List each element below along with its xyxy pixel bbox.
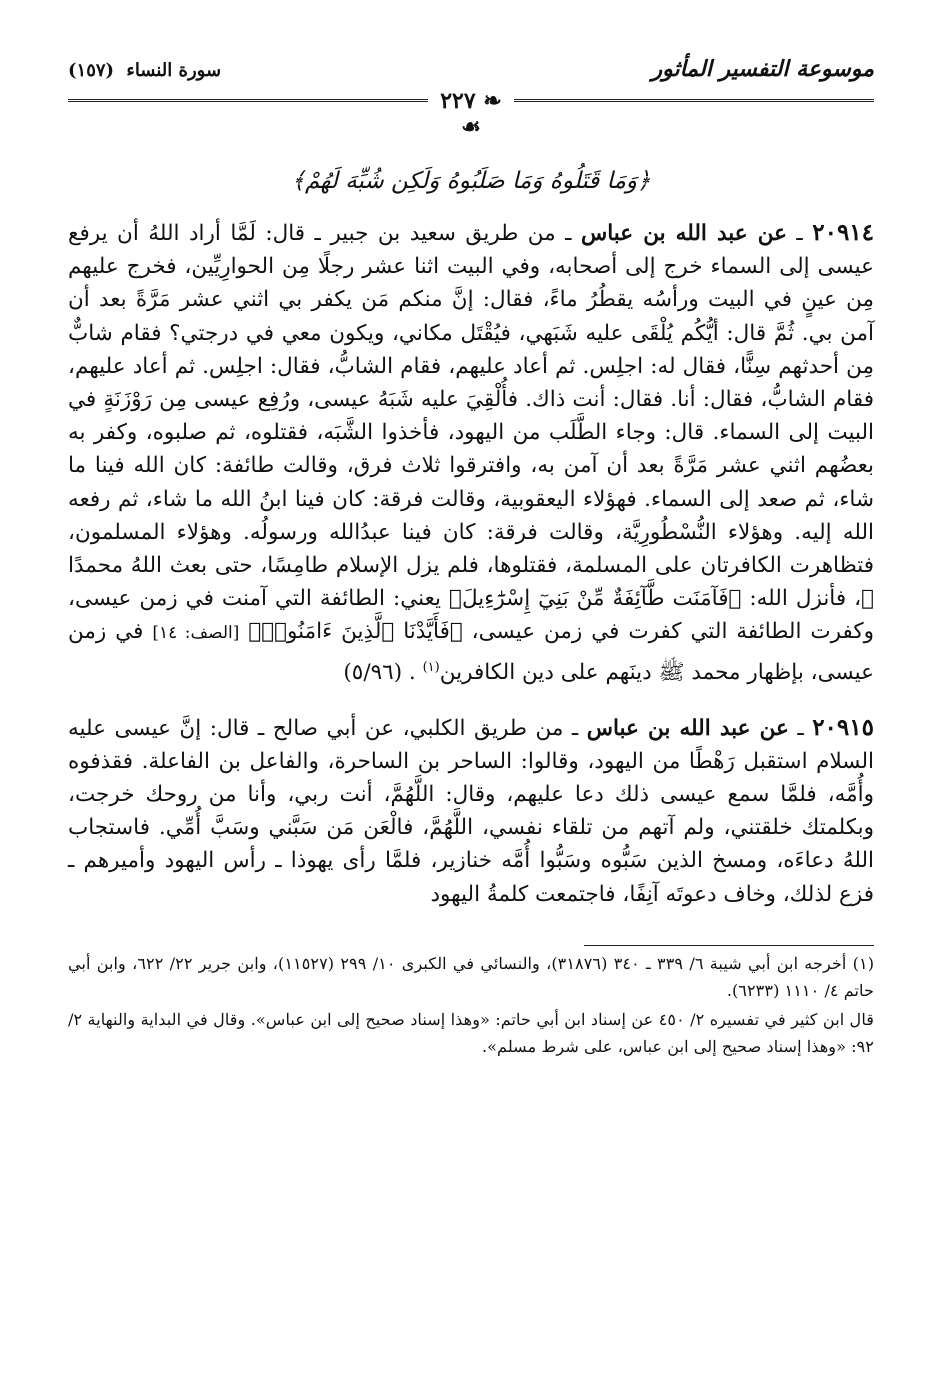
footnote-1: (١) أخرجه ابن أبي شيبة ٦/ ٣٣٩ ـ ٣٤٠ (٣١٨٧٦)، والنسائي في الكبرى ١٠/ ٢٩٩ (١١٥٢٧)، وابن جرير ٢٢/ ٦٢٢، وابن أبي حاتم ٤/ ١١١٠ (٦٢٣٣). (68, 953, 875, 1000)
volume-reference: . (٥/٩٦) (343, 659, 416, 685)
header-rule-left (68, 99, 428, 102)
header-rule (68, 88, 874, 140)
document-page (68, 52, 874, 1332)
entry-number: ٢٠٩١٥ (812, 713, 874, 741)
entry-20914 (68, 216, 874, 689)
verse-heading: ﴿وَمَا قَتَلُوهُ وَمَا صَلَبُوهُ وَلَكِن شُبِّهَ لَهُمْ﴾ (291, 168, 651, 194)
footnote-divider (584, 945, 874, 946)
quran-reference: [الصف: ١٤] (152, 623, 240, 644)
entry-narrator: عن عبد الله بن عباس (586, 715, 789, 741)
ornament-right: ❧ (475, 88, 502, 114)
surah-heading (68, 60, 221, 81)
page-number (428, 88, 514, 140)
entry-number: ٢٠٩١٤ (812, 219, 875, 246)
book-title: موسوعة التفسير المأثور (651, 56, 874, 82)
entry-20915 (68, 711, 874, 911)
footnote-1-comment: قال ابن كثير في تفسيره ٢/ ٤٥٠ عن إسناد ابن أبي حاتم: «وهذا إسناد صحيح إلى ابن عباس». وقال في البداية والنهاية ٢/ ٩٢: «وهذا إسناد صحيح إلى ابن عباس، على شرط مسلم». (68, 1009, 874, 1056)
header-rule-right (514, 99, 874, 102)
footnotes (68, 950, 874, 1060)
verse-number: (١٥٧) (68, 60, 115, 81)
entry-narrator: عن عبد الله بن عباس (580, 221, 787, 246)
entry-text-after: في زمن عيسى، بإظهار محمد ﷺ دينَهم على دين الكافرين (68, 619, 874, 685)
entry-dash: ـ (788, 715, 804, 741)
page-number-text: ٢٢٧ (440, 88, 476, 114)
entry-text: ـ من طريق سعيد بن جبير ـ قال: لَمَّا أراد اللهُ أن يرفع عيسى إلى السماء خرج إلى أصحابه، وفي البيت اثنا عشر رجلًا مِن الحوارِيِّين، فخرج عليهم مِن عينٍ في البيت ورأسُه يقطُرُ ماءً، فقال: إنَّ منكم مَن يكفر بي اثني عشر مَرَّةً بعد أن آمن بي. ثُمَّ قال: أيُّكُم يُلْقَى عليه شَبَهي، فيُقْتَل مكاني، ويكون معي في درجتي؟ فقام شابٌّ مِن أحدثهم سِنًّا، فقال له: اجلِس. ثم أعاد عليهم، فقام الشابُّ، فقال: اجلِس. ثم أعاد عليهم، فقام الشابُّ، فقال: أنا. فقال: أنت ذاك. فأُلْقِيَ عليه شَبَهُ عيسى، ورُفِع عيسى مِن رَوْزَنَةٍ في البيت إلى السماء. قال: وجاء الطَّلَب من اليهود، فأخذوا الشَّبَه، فقتلوه، ثم صلبوه، وكفر به بعضُهم اثني عشر مَرَّةً بعد أن آمن به، وافترقوا ثلاث فرق، وقالت طائفة: كان الله فينا ما شاء، ثم صعد إلى السماء. فهؤلاء اليعقوبية، وقالت فرقة: كان فينا ابنُ الله ما شاء، ثم رفعه الله إليه. وهؤلاء النُّسْطُورِيَّة، وقالت فرقة: كان فينا عبدُالله ورسولُه. وهؤلاء المسلمون، فتظاهرت الكافرتان على المسلمة، فقتلوها، فلم يزل الإسلام طامِسًا، حتى بعث اللهُ محمدًا ﷺ، فأنزل الله: ﴿فَآمَنَت طَّآئِفَةٌ مِّنْ بَنِيٓ إِسْرَٰٓءِيلَ﴾ يعني: الطائفة التي آمنت في زمن عيسى، وكفرت الطائفة التي كفرت في زمن عيسى، ﴿فَأَيَّدْنَا ٱلَّذِينَ ءَامَنُوا۟﴾ (68, 221, 874, 645)
page-header (68, 52, 874, 140)
ornament-left: ☙ (461, 114, 481, 140)
footnote-mark: (١) (422, 659, 440, 675)
entry-text: ـ من طريق الكلبي، عن أبي صالح ـ قال: إنَّ عيسى عليه السلام استقبل رَهْطًا من اليهود، وقالوا: الساحر بن الساحرة، والفاعل بن الفاعلة. فقذفوه وأُمَّه، فلمَّا سمع عيسى ذلك دعا عليهم، وقال: اللَّهُمَّ، أنت ربي، وأنا من روحك خرجت، وبكلمتك خلقتني، ولم آتهم من تلقاء نفسي، اللَّهُمَّ، فالْعَن مَن سَبَّني وسَبَّ أُمِّي. فاستجاب اللهُ دعاءَه، ومسخ الذين سَبُّوه وسَبُّوا أُمَّه خنازير، فلمَّا رأى يهوذا ـ رأس اليهود وأميرهم ـ فزع لذلك، وخاف دعوتَه آنِفًا، فاجتمعت كلمةُ اليهود (68, 715, 874, 907)
surah-name: سورة النساء (126, 60, 222, 81)
entry-dash: ـ (786, 221, 803, 246)
